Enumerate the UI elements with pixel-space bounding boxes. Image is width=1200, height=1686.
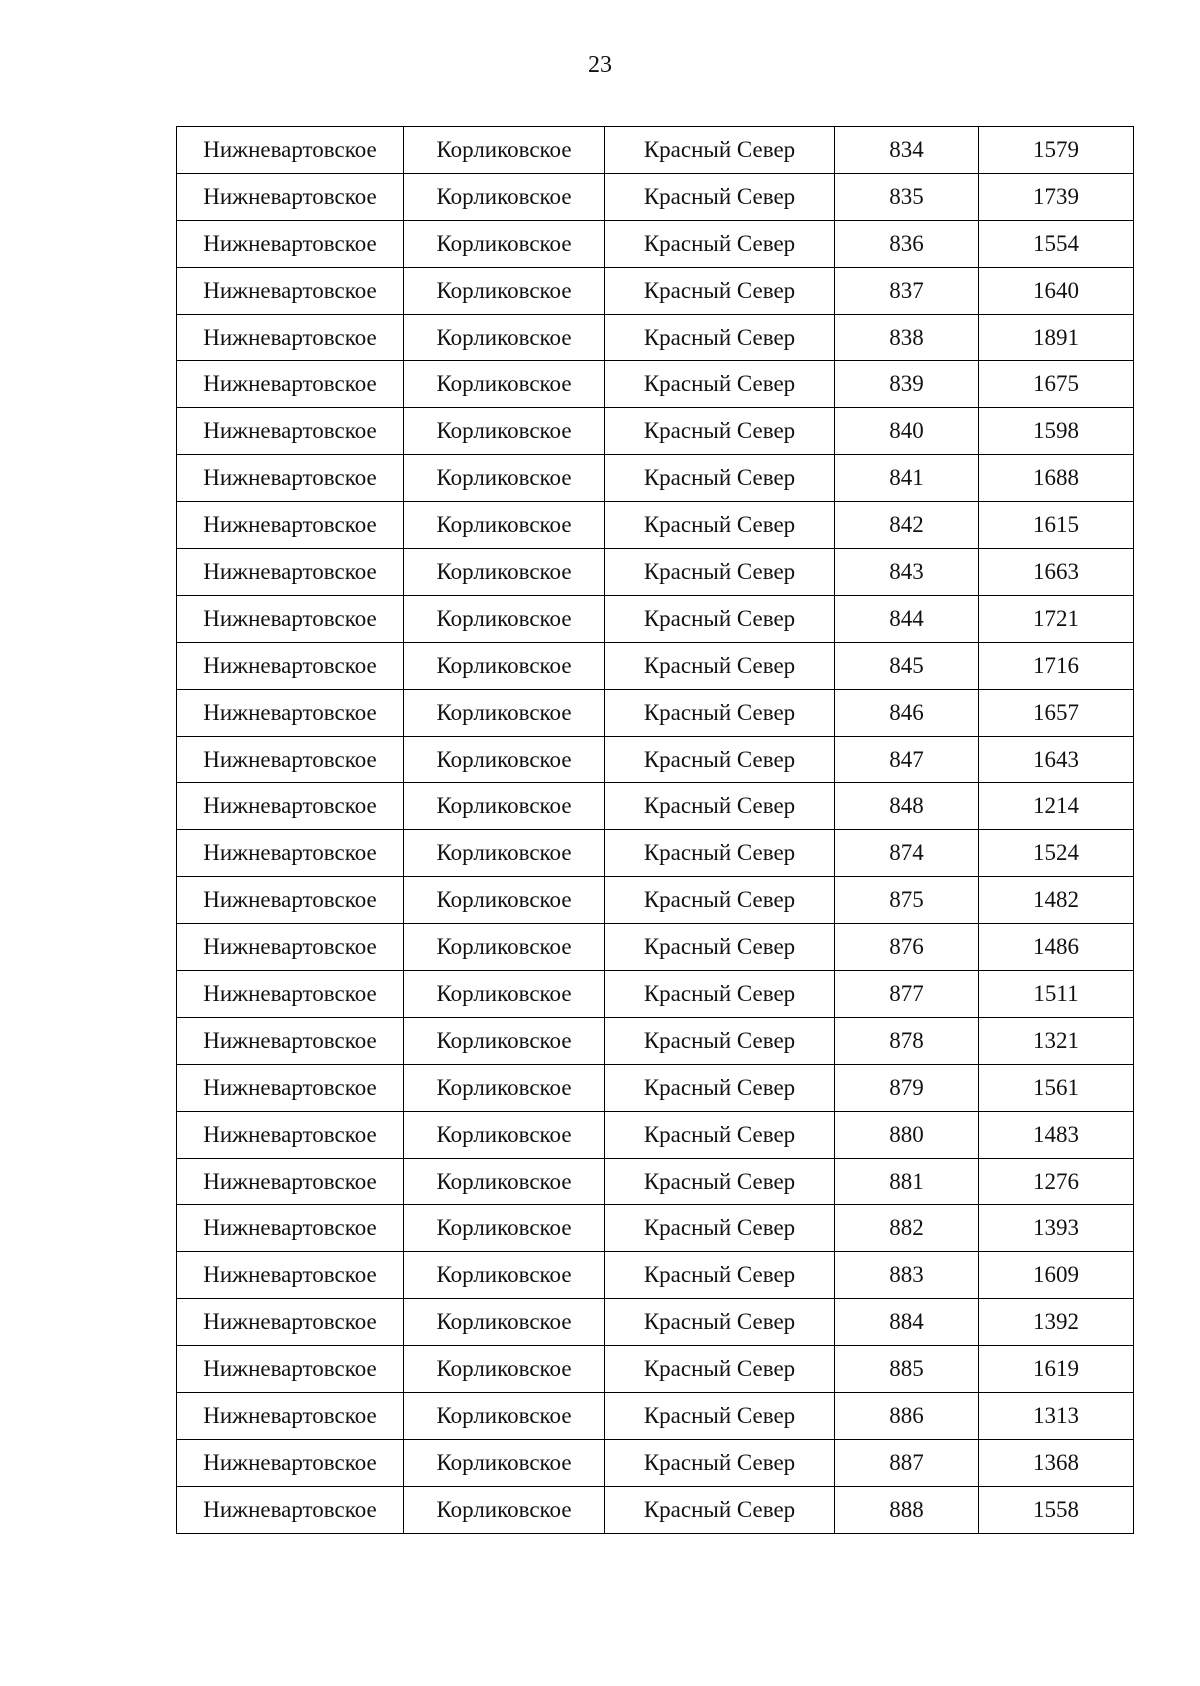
area-cell: Красный Север [605,408,835,455]
number-cell: 877 [835,971,979,1018]
district-cell: Нижневартовское [177,1158,404,1205]
district-cell: Нижневартовское [177,642,404,689]
field-cell: Корликовское [404,173,605,220]
value-cell: 1598 [979,408,1134,455]
value-cell: 1640 [979,267,1134,314]
field-cell: Корликовское [404,1205,605,1252]
district-cell: Нижневартовское [177,173,404,220]
value-cell: 1891 [979,314,1134,361]
number-cell: 880 [835,1111,979,1158]
field-cell: Корликовское [404,1439,605,1486]
field-cell: Корликовское [404,1252,605,1299]
value-cell: 1615 [979,502,1134,549]
area-cell: Красный Север [605,549,835,596]
district-cell: Нижневартовское [177,1017,404,1064]
number-cell: 888 [835,1486,979,1533]
field-cell: Корликовское [404,314,605,361]
number-cell: 878 [835,1017,979,1064]
table-row [177,361,1134,408]
table-body [177,127,1134,1534]
value-cell: 1524 [979,830,1134,877]
district-cell: Нижневартовское [177,830,404,877]
area-cell: Красный Север [605,783,835,830]
number-cell: 883 [835,1252,979,1299]
value-cell: 1511 [979,971,1134,1018]
area-cell: Красный Север [605,1111,835,1158]
table-row [177,267,1134,314]
field-cell: Корликовское [404,1486,605,1533]
district-cell: Нижневартовское [177,1064,404,1111]
value-cell: 1482 [979,877,1134,924]
page-number: 23 [588,52,612,78]
number-cell: 876 [835,924,979,971]
field-cell: Корликовское [404,783,605,830]
number-cell: 887 [835,1439,979,1486]
number-cell: 844 [835,595,979,642]
area-cell: Красный Север [605,595,835,642]
number-cell: 840 [835,408,979,455]
area-cell: Красный Север [605,173,835,220]
number-cell: 886 [835,1393,979,1440]
table-row [177,1064,1134,1111]
area-cell: Красный Север [605,127,835,174]
table-row [177,127,1134,174]
area-cell: Красный Север [605,502,835,549]
area-cell: Красный Север [605,314,835,361]
table-row [177,971,1134,1018]
value-cell: 1657 [979,689,1134,736]
table-row [177,1017,1134,1064]
table-row [177,877,1134,924]
field-cell: Корликовское [404,877,605,924]
field-cell: Корликовское [404,1158,605,1205]
area-cell: Красный Север [605,924,835,971]
table-row [177,736,1134,783]
field-cell: Корликовское [404,642,605,689]
table-row [177,595,1134,642]
field-cell: Корликовское [404,502,605,549]
value-cell: 1486 [979,924,1134,971]
number-cell: 847 [835,736,979,783]
district-cell: Нижневартовское [177,502,404,549]
number-cell: 835 [835,173,979,220]
table-row [177,830,1134,877]
area-cell: Красный Север [605,971,835,1018]
value-cell: 1368 [979,1439,1134,1486]
number-cell: 843 [835,549,979,596]
number-cell: 839 [835,361,979,408]
field-cell: Корликовское [404,127,605,174]
value-cell: 1554 [979,220,1134,267]
area-cell: Красный Север [605,830,835,877]
value-cell: 1393 [979,1205,1134,1252]
district-cell: Нижневартовское [177,127,404,174]
number-cell: 884 [835,1299,979,1346]
table-row [177,549,1134,596]
table-row [177,314,1134,361]
number-cell: 842 [835,502,979,549]
district-cell: Нижневартовское [177,971,404,1018]
value-cell: 1561 [979,1064,1134,1111]
field-cell: Корликовское [404,1017,605,1064]
number-cell: 874 [835,830,979,877]
area-cell: Красный Север [605,361,835,408]
district-cell: Нижневартовское [177,689,404,736]
district-cell: Нижневартовское [177,1205,404,1252]
table-row [177,220,1134,267]
field-cell: Корликовское [404,1346,605,1393]
value-cell: 1609 [979,1252,1134,1299]
area-cell: Красный Север [605,877,835,924]
number-cell: 885 [835,1346,979,1393]
table-row [177,642,1134,689]
table-row [177,1158,1134,1205]
field-cell: Корликовское [404,267,605,314]
table-row [177,173,1134,220]
table-row [177,502,1134,549]
value-cell: 1688 [979,455,1134,502]
area-cell: Красный Север [605,1205,835,1252]
field-cell: Корликовское [404,361,605,408]
value-cell: 1392 [979,1299,1134,1346]
district-cell: Нижневартовское [177,455,404,502]
district-cell: Нижневартовское [177,314,404,361]
area-cell: Красный Север [605,220,835,267]
value-cell: 1643 [979,736,1134,783]
district-cell: Нижневартовское [177,1393,404,1440]
field-cell: Корликовское [404,595,605,642]
field-cell: Корликовское [404,1393,605,1440]
district-cell: Нижневартовское [177,408,404,455]
district-cell: Нижневартовское [177,1299,404,1346]
field-cell: Корликовское [404,689,605,736]
value-cell: 1214 [979,783,1134,830]
table-row [177,408,1134,455]
area-cell: Красный Север [605,455,835,502]
area-cell: Красный Север [605,1252,835,1299]
table-row [177,455,1134,502]
number-cell: 845 [835,642,979,689]
number-cell: 848 [835,783,979,830]
value-cell: 1675 [979,361,1134,408]
district-cell: Нижневартовское [177,267,404,314]
value-cell: 1663 [979,549,1134,596]
district-cell: Нижневартовское [177,595,404,642]
district-cell: Нижневартовское [177,1111,404,1158]
field-cell: Корликовское [404,1299,605,1346]
field-cell: Корликовское [404,220,605,267]
district-cell: Нижневартовское [177,924,404,971]
district-cell: Нижневартовское [177,220,404,267]
district-cell: Нижневартовское [177,1252,404,1299]
value-cell: 1579 [979,127,1134,174]
value-cell: 1716 [979,642,1134,689]
number-cell: 834 [835,127,979,174]
table-row [177,1252,1134,1299]
area-cell: Красный Север [605,1346,835,1393]
district-cell: Нижневартовское [177,1439,404,1486]
number-cell: 836 [835,220,979,267]
table-row [177,924,1134,971]
table-row [177,1346,1134,1393]
area-cell: Красный Север [605,1017,835,1064]
district-cell: Нижневартовское [177,736,404,783]
field-cell: Корликовское [404,830,605,877]
field-cell: Корликовское [404,971,605,1018]
value-cell: 1483 [979,1111,1134,1158]
area-cell: Красный Север [605,1393,835,1440]
number-cell: 837 [835,267,979,314]
district-cell: Нижневартовское [177,783,404,830]
table-row [177,1486,1134,1533]
area-cell: Красный Север [605,736,835,783]
table-row [177,689,1134,736]
value-cell: 1313 [979,1393,1134,1440]
area-cell: Красный Север [605,689,835,736]
district-cell: Нижневартовское [177,877,404,924]
area-cell: Красный Север [605,1439,835,1486]
number-cell: 882 [835,1205,979,1252]
number-cell: 838 [835,314,979,361]
table-row [177,1205,1134,1252]
value-cell: 1739 [979,173,1134,220]
number-cell: 846 [835,689,979,736]
number-cell: 881 [835,1158,979,1205]
table-row [177,1439,1134,1486]
table-row [177,1111,1134,1158]
area-cell: Красный Север [605,267,835,314]
field-cell: Корликовское [404,549,605,596]
number-cell: 879 [835,1064,979,1111]
area-cell: Красный Север [605,1486,835,1533]
table-row [177,783,1134,830]
district-cell: Нижневартовское [177,549,404,596]
area-cell: Красный Север [605,1299,835,1346]
area-cell: Красный Север [605,1064,835,1111]
number-cell: 841 [835,455,979,502]
value-cell: 1721 [979,595,1134,642]
value-cell: 1321 [979,1017,1134,1064]
field-cell: Корликовское [404,408,605,455]
area-cell: Красный Север [605,642,835,689]
field-cell: Корликовское [404,1064,605,1111]
district-cell: Нижневартовское [177,1486,404,1533]
value-cell: 1558 [979,1486,1134,1533]
district-cell: Нижневартовское [177,361,404,408]
field-cell: Корликовское [404,455,605,502]
field-cell: Корликовское [404,736,605,783]
value-cell: 1276 [979,1158,1134,1205]
value-cell: 1619 [979,1346,1134,1393]
number-cell: 875 [835,877,979,924]
field-cell: Корликовское [404,1111,605,1158]
field-cell: Корликовское [404,924,605,971]
table-row [177,1299,1134,1346]
table-row [177,1393,1134,1440]
district-cell: Нижневартовское [177,1346,404,1393]
data-table [176,126,1134,1534]
area-cell: Красный Север [605,1158,835,1205]
